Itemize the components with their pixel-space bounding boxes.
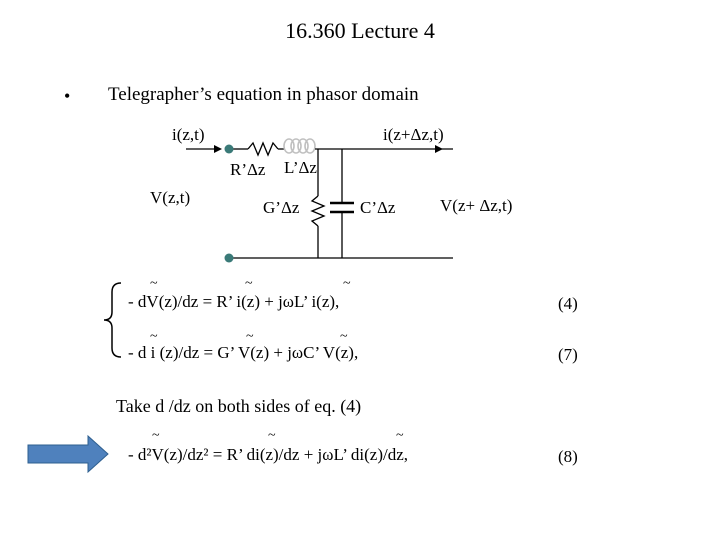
implies-arrow — [28, 436, 108, 472]
tilde-mark: ~ — [152, 428, 160, 443]
equation-brace — [104, 283, 121, 357]
current-arrowhead-left — [214, 145, 222, 153]
derivative-note: Take d /dz on both sides of eq. (4) — [116, 396, 362, 416]
equation-4: - dV(z)/dz = R’ i(z) + jωL’ i(z), — [128, 292, 340, 311]
tilde-mark: ~ — [343, 276, 351, 291]
tilde-mark: ~ — [150, 276, 158, 291]
tilde-mark: ~ — [150, 329, 158, 344]
terminal-bottom-left — [225, 254, 234, 263]
bullet-mark: • — [64, 86, 71, 106]
equation-7-number: (7) — [558, 345, 578, 364]
equation-8-number: (8) — [558, 447, 578, 466]
current-arrowhead-right — [435, 145, 443, 153]
slide-title: 16.360 Lecture 4 — [285, 18, 435, 43]
shunt-conductance-label: G’Δz — [263, 198, 300, 217]
resistor-series — [248, 143, 278, 155]
equation-8: - d²V(z)/dz² = R’ di(z)/dz + jωL’ di(z)/dz, — [128, 445, 409, 464]
shunt-capacitance-label: C’Δz — [360, 198, 396, 217]
tilde-mark: ~ — [245, 276, 253, 291]
series-inductance-label: L’Δz — [284, 158, 317, 177]
current-label-left: i(z,t) — [172, 125, 205, 144]
tilde-mark: ~ — [396, 428, 404, 443]
tilde-mark: ~ — [268, 428, 276, 443]
voltage-label-left: V(z,t) — [150, 188, 191, 207]
current-label-right: i(z+Δz,t) — [383, 125, 444, 144]
equation-4-number: (4) — [558, 294, 578, 313]
terminal-top-left — [225, 145, 234, 154]
equation-7: - d i (z)/dz = G’ V(z) + jωC’ V(z), — [128, 343, 359, 362]
tilde-mark: ~ — [340, 329, 348, 344]
inductor-coil — [284, 139, 315, 153]
resistor-shunt — [312, 196, 324, 226]
slide-subtitle: Telegrapher’s equation in phasor domain — [108, 84, 419, 105]
voltage-label-right: V(z+ Δz,t) — [440, 196, 513, 215]
series-resistance-label: R’Δz — [230, 160, 266, 179]
tilde-mark: ~ — [246, 329, 254, 344]
